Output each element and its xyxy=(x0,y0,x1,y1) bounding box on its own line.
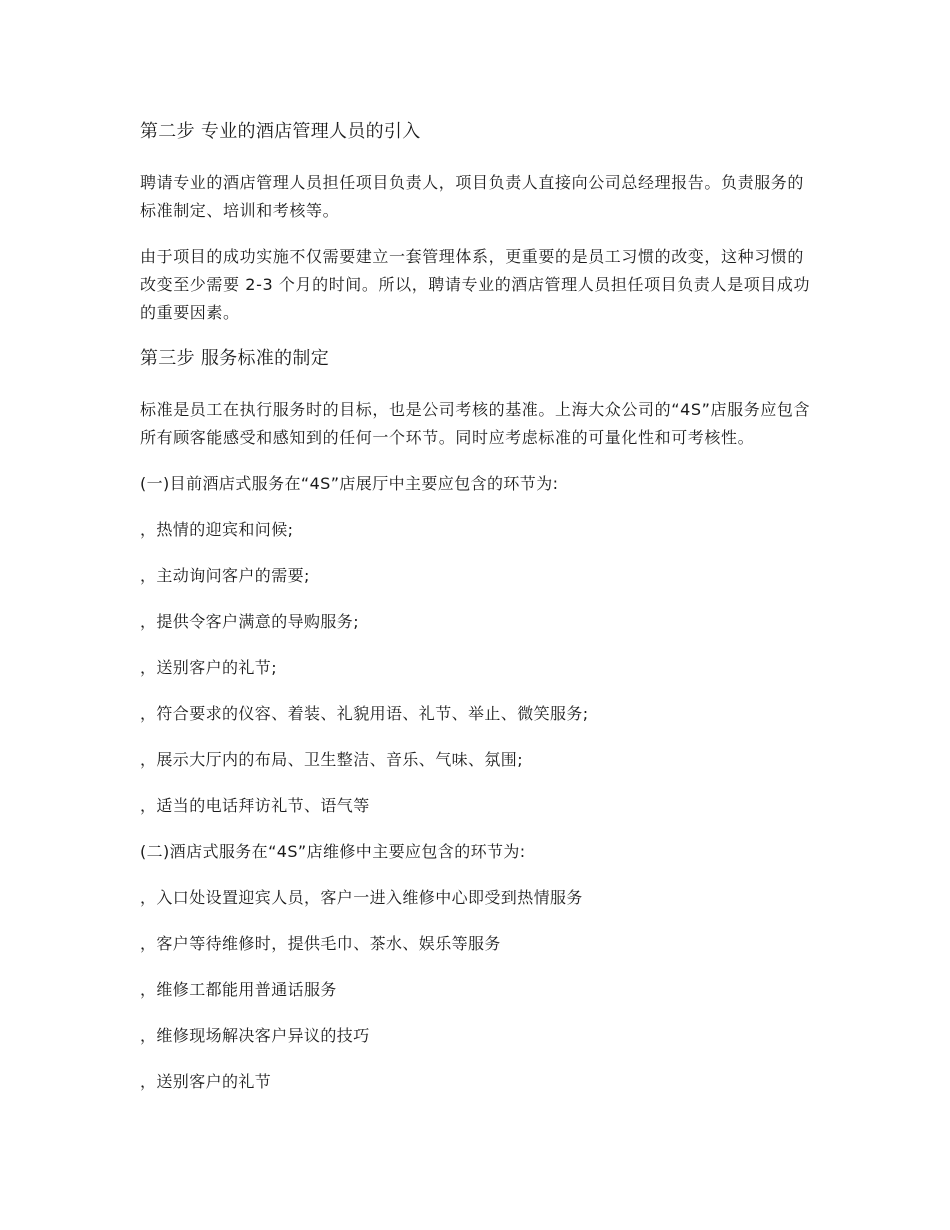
step2-paragraph-1: 聘请专业的酒店管理人员担任项目负责人，项目负责人直接向公司总经理报告。负责服务的标准制定、培训和考核等。 xyxy=(140,173,805,220)
list-item: ，维修现场解决客户异议的技巧 xyxy=(140,1026,370,1045)
document-body xyxy=(140,118,812,1114)
list-item: ，送别客户的礼节 xyxy=(140,1072,272,1091)
list-item: ，展示大厅内的布局、卫生整洁、音乐、气味、氛围; xyxy=(140,750,523,769)
step3-heading: 第三步 服务标准的制定 xyxy=(140,348,330,369)
section2-title: (二)酒店式服务在“4S”店维修中主要应包含的环节为: xyxy=(140,842,526,861)
step2-heading: 第二步 专业的酒店管理人员的引入 xyxy=(140,121,421,142)
list-item: ，主动询问客户的需要; xyxy=(140,566,310,585)
list-item: ，入口处设置迎宾人员，客户一进入维修中心即受到热情服务 xyxy=(140,888,583,907)
list-item: ，送别客户的礼节; xyxy=(140,658,277,677)
list-item: ，符合要求的仪容、着装、礼貌用语、礼节、举止、微笑服务; xyxy=(140,704,589,723)
list-item: ，热情的迎宾和问候; xyxy=(140,520,294,539)
step2-paragraph-2: 由于项目的成功实施不仅需要建立一套管理体系，更重要的是员工习惯的改变，这种习惯的改变至少需要 2-3 个月的时间。所以，聘请专业的酒店管理人员担任项目负责人是项目成功的重要因素。 xyxy=(140,247,811,322)
list-item: ，提供令客户满意的导购服务; xyxy=(140,612,359,631)
step3-paragraph: 标准是员工在执行服务时的目标，也是公司考核的基准。上海大众公司的“4S”店服务应包含所有顾客能感受和感知到的任何一个环节。同时应考虑标准的可量化性和可考核性。 xyxy=(140,400,811,447)
section1-title: (一)目前酒店式服务在“4S”店展厅中主要应包含的环节为: xyxy=(140,474,559,493)
list-item: ，客户等待维修时，提供毛巾、茶水、娱乐等服务 xyxy=(140,934,501,953)
list-item: ，维修工都能用普通话服务 xyxy=(140,980,337,999)
list-item: ，适当的电话拜访礼节、语气等 xyxy=(140,796,370,815)
